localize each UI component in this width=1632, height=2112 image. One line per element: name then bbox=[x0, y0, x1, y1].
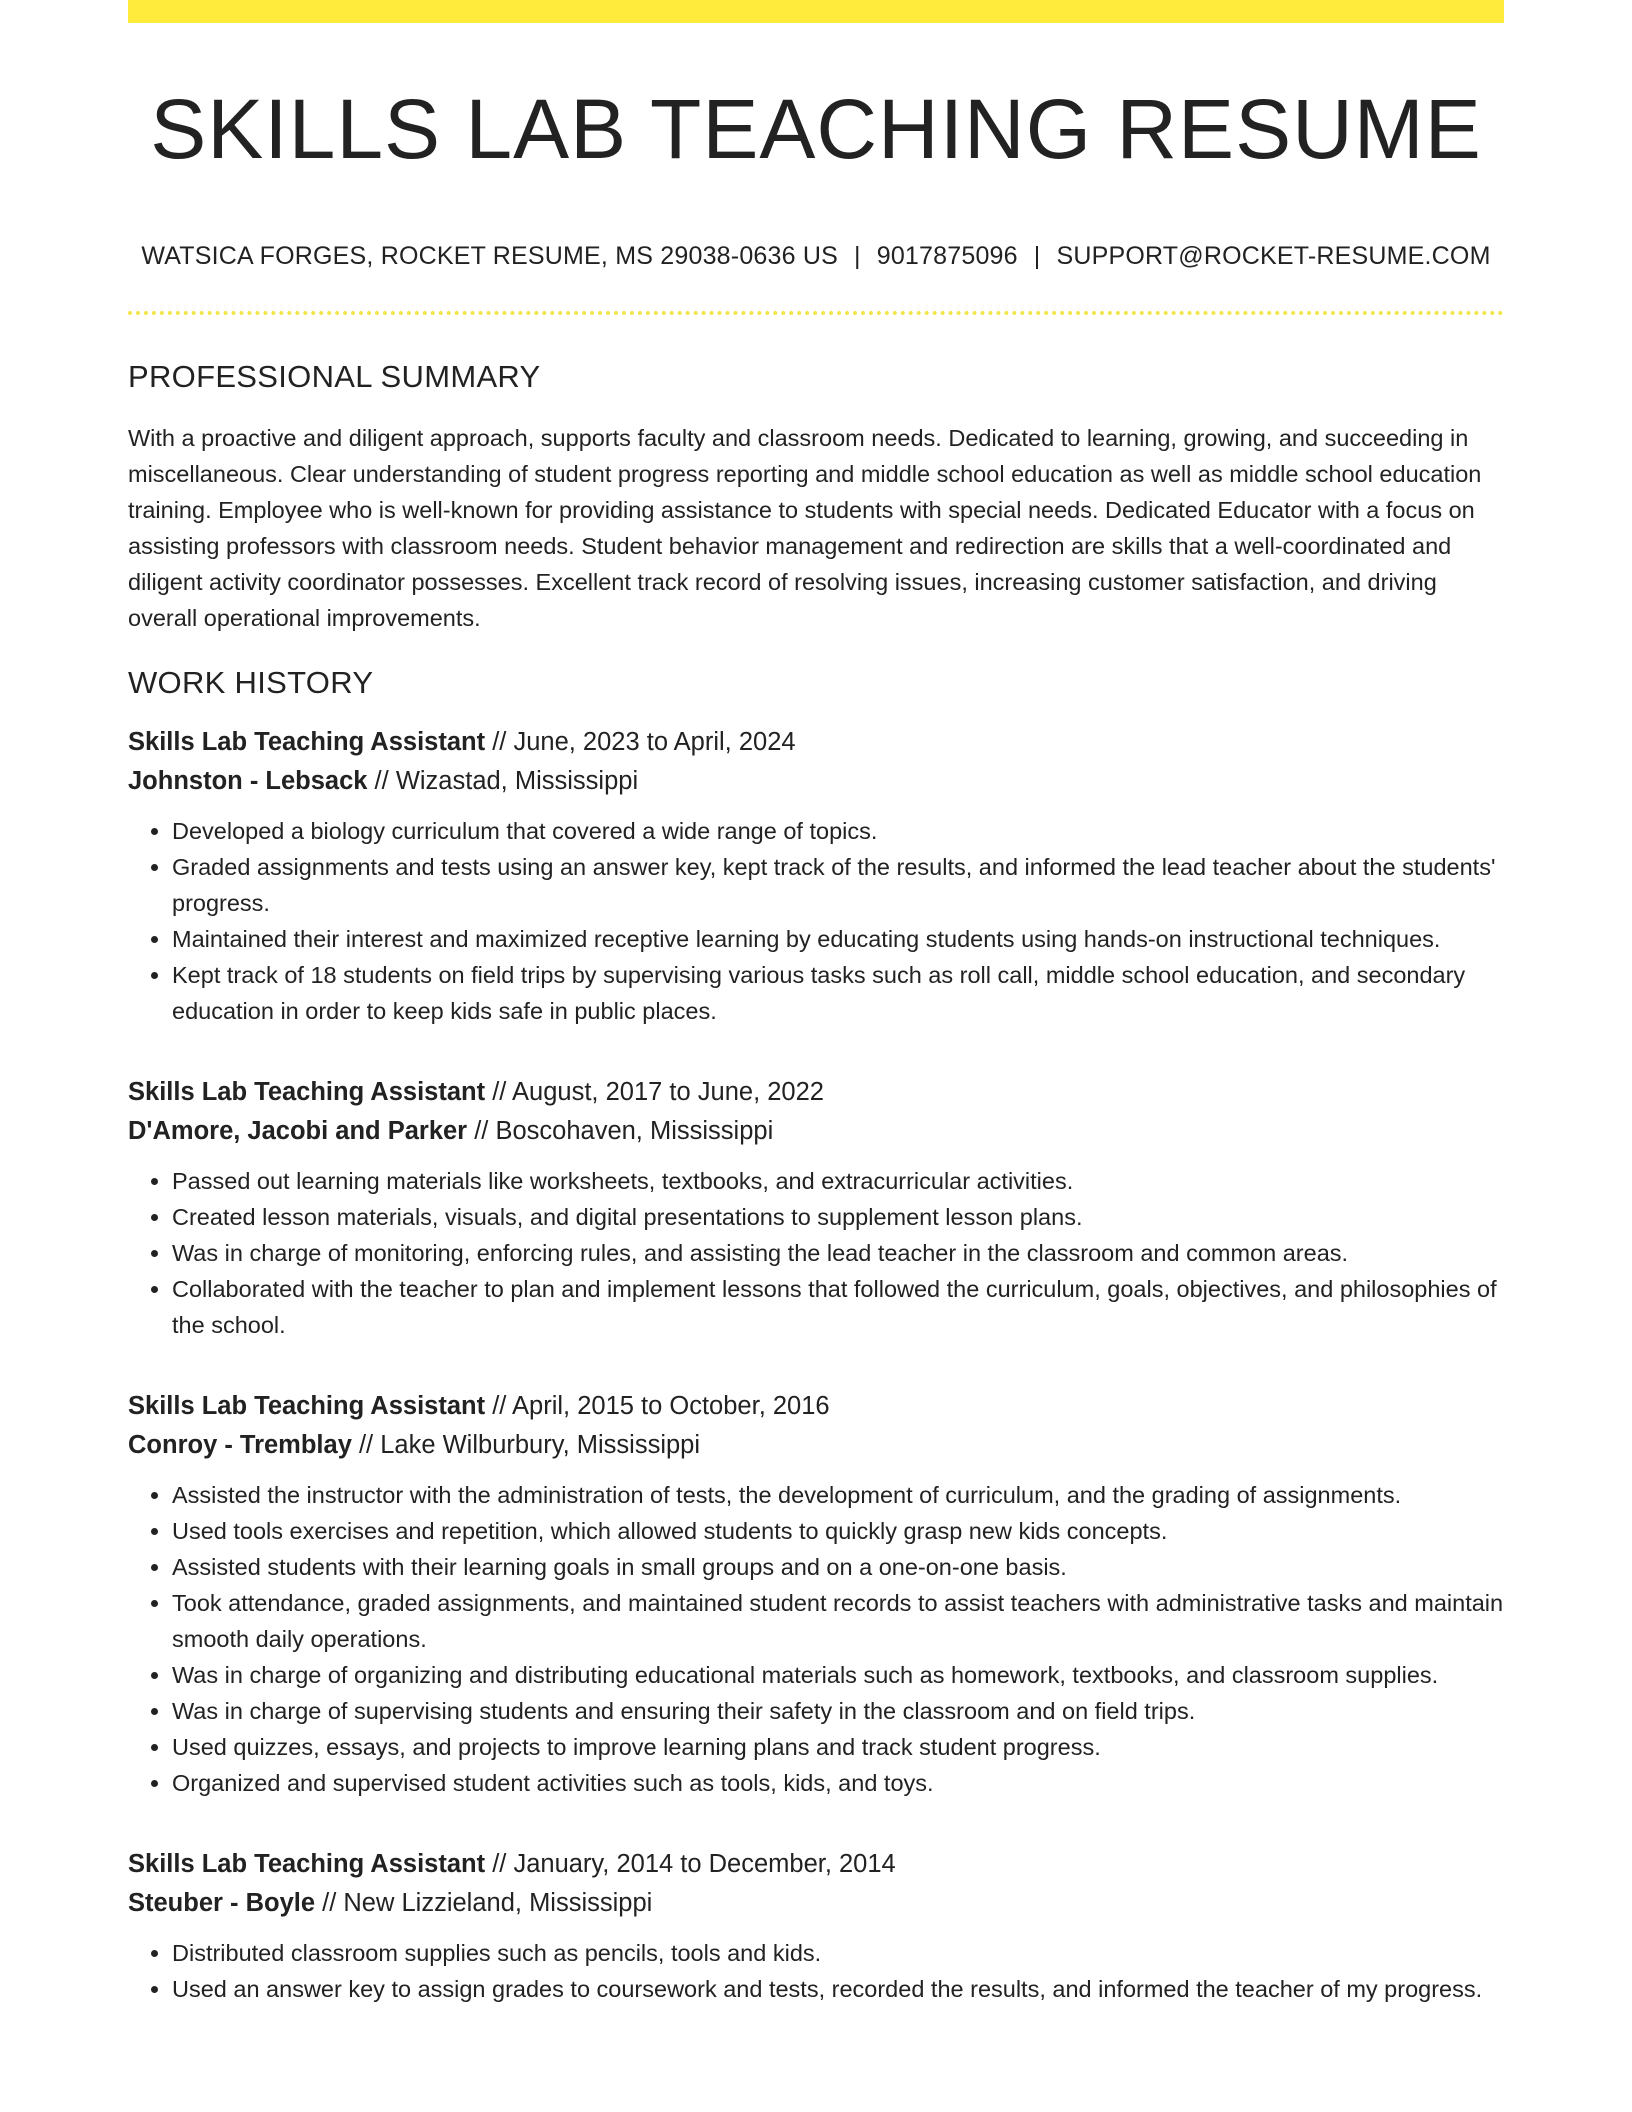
job-bullet: • Used tools exercises and repetition, which allowed students to quickly grasp new kids concepts. bbox=[172, 1513, 1504, 1549]
job-company: Steuber - Boyle bbox=[128, 1888, 316, 1917]
job-title: Skills Lab Teaching Assistant bbox=[128, 1849, 486, 1878]
contact-separator: | bbox=[854, 242, 861, 271]
job-bullet: • Graded assignments and tests using an answer key, kept track of the results, and informed the lead teacher about the students' progress. bbox=[172, 849, 1504, 921]
resume-title: SKILLS LAB TEACHING RESUME bbox=[150, 82, 1482, 176]
job-location: Wizastad, Mississippi bbox=[395, 766, 639, 795]
job-dates: April, 2015 to October, 2016 bbox=[512, 1391, 830, 1420]
job-title-line bbox=[128, 1073, 1504, 1112]
job-bullet-list bbox=[128, 1477, 1504, 1801]
job-company-line bbox=[128, 1426, 1504, 1465]
contact-address: WATSICA FORGES, ROCKET RESUME, MS 29038-0636 US bbox=[141, 242, 839, 271]
job-company: Conroy - Tremblay bbox=[128, 1430, 352, 1459]
job-company: Johnston - Lebsack bbox=[128, 766, 368, 795]
job-separator: // bbox=[351, 1430, 381, 1459]
contact-email: SUPPORT@ROCKET-RESUME.COM bbox=[1056, 242, 1491, 271]
job-bullet: • Assisted the instructor with the administration of tests, the development of curriculum, and the grading of assignments. bbox=[172, 1477, 1504, 1513]
job-entry bbox=[128, 1845, 1504, 2007]
job-bullet: • Developed a biology curriculum that covered a wide range of topics. bbox=[172, 813, 1504, 849]
accent-top-bar bbox=[128, 0, 1504, 23]
contact-separator: | bbox=[1033, 242, 1041, 271]
job-separator: // bbox=[467, 1116, 496, 1145]
job-dates: August, 2017 to June, 2022 bbox=[512, 1077, 824, 1106]
job-bullet: • Took attendance, graded assignments, and maintained student records to assist teachers with administrative tasks and maintain smooth daily operations. bbox=[172, 1585, 1504, 1657]
job-title: Skills Lab Teaching Assistant bbox=[128, 727, 486, 756]
dotted-divider bbox=[128, 311, 1504, 315]
job-bullet: • Was in charge of organizing and distributing educational materials such as homework, textbooks, and classroom supplies. bbox=[172, 1657, 1504, 1693]
job-title: Skills Lab Teaching Assistant bbox=[128, 1391, 486, 1420]
contact-phone: 9017875096 bbox=[876, 242, 1018, 271]
job-bullet: • Distributed classroom supplies such as pencils, tools and kids. bbox=[172, 1935, 1504, 1971]
job-bullet: • Used an answer key to assign grades to coursework and tests, recorded the results, and informed the teacher of my progress. bbox=[172, 1971, 1504, 2007]
job-dates: January, 2014 to December, 2014 bbox=[513, 1849, 896, 1878]
job-bullet-list bbox=[128, 1935, 1504, 2007]
work-history-heading: WORK HISTORY bbox=[128, 664, 374, 700]
job-separator: // bbox=[485, 1077, 513, 1106]
job-bullet: • Collaborated with the teacher to plan and implement lessons that followed the curriculum, goals, objectives, and philosophies of the school. bbox=[172, 1271, 1504, 1343]
job-bullet-list bbox=[128, 1163, 1504, 1343]
job-location: Boscohaven, Mississippi bbox=[495, 1116, 774, 1145]
job-title-line bbox=[128, 723, 1504, 762]
job-bullet-list bbox=[128, 813, 1504, 1029]
job-company-line bbox=[128, 1884, 1504, 1923]
job-bullet: • Was in charge of supervising students and ensuring their safety in the classroom and on field trips. bbox=[172, 1693, 1504, 1729]
job-separator: // bbox=[485, 727, 514, 756]
summary-text: With a proactive and diligent approach, supports faculty and classroom needs. Dedicated to learning, growing, and succeeding in miscellaneous. Clear understanding of student progress reporting and middle school education as well as middle school education training. Employee who is well-known for providing assistance to students with special needs. Dedicated Educator with a focus on assisting professors with classroom needs. Student behavior management and redirection are skills that a well-coordinated and diligent activity coordinator possesses. Excellent track record of resolving issues, increasing customer satisfaction, and driving overall operational improvements. bbox=[128, 424, 1482, 631]
job-location: New Lizzieland, Mississippi bbox=[343, 1888, 653, 1917]
resume-page bbox=[128, 0, 1504, 2007]
job-separator: // bbox=[367, 766, 396, 795]
work-history-list bbox=[128, 723, 1504, 2007]
job-company-line bbox=[128, 762, 1504, 801]
job-bullet: • Created lesson materials, visuals, and digital presentations to supplement lesson plans. bbox=[172, 1199, 1504, 1235]
job-separator: // bbox=[485, 1849, 514, 1878]
job-bullet: • Maintained their interest and maximized receptive learning by educating students using hands-on instructional techniques. bbox=[172, 921, 1504, 957]
job-location: Lake Wilburbury, Mississippi bbox=[380, 1430, 701, 1459]
summary-heading: PROFESSIONAL SUMMARY bbox=[128, 359, 541, 395]
job-bullet: • Assisted students with their learning goals in small groups and on a one-on-one basis. bbox=[172, 1549, 1504, 1585]
job-entry bbox=[128, 723, 1504, 1029]
job-bullet: • Used quizzes, essays, and projects to improve learning plans and track student progress. bbox=[172, 1729, 1504, 1765]
job-bullet: • Was in charge of monitoring, enforcing rules, and assisting the lead teacher in the classroom and common areas. bbox=[172, 1235, 1504, 1271]
job-company-line bbox=[128, 1112, 1504, 1151]
job-separator: // bbox=[315, 1888, 344, 1917]
job-title-line bbox=[128, 1845, 1504, 1884]
job-entry bbox=[128, 1073, 1504, 1343]
job-bullet: • Kept track of 18 students on field trips by supervising various tasks such as roll call, middle school education, and secondary education in order to keep kids safe in public places. bbox=[172, 957, 1504, 1029]
job-title: Skills Lab Teaching Assistant bbox=[128, 1077, 486, 1106]
job-bullet: • Passed out learning materials like worksheets, textbooks, and extracurricular activities. bbox=[172, 1163, 1504, 1199]
job-dates: June, 2023 to April, 2024 bbox=[513, 727, 796, 756]
job-entry bbox=[128, 1387, 1504, 1801]
contact-line bbox=[128, 241, 1504, 271]
job-separator: // bbox=[485, 1391, 513, 1420]
job-company: D'Amore, Jacobi and Parker bbox=[128, 1116, 468, 1145]
job-bullet: • Organized and supervised student activities such as tools, kids, and toys. bbox=[172, 1765, 1504, 1801]
job-title-line bbox=[128, 1387, 1504, 1426]
